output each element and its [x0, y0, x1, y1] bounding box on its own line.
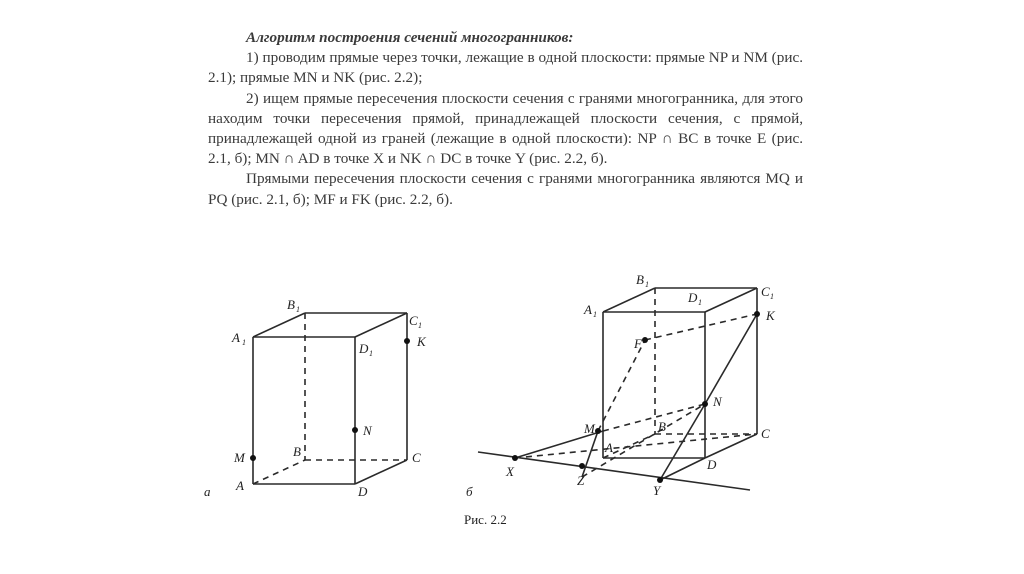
label-b-b1: B [636, 272, 644, 287]
label-b-f: F [634, 336, 642, 351]
step-1-paragraph: 1) проводим прямые через точки, лежащие в одной плоскости: прямые NP и NM (рис. 2.1); прямые MN и NK (рис. 2.2); [208, 49, 803, 87]
figure-caption: Рис. 2.2 [464, 512, 507, 527]
figure-a [253, 313, 407, 484]
figure-a-points [250, 338, 410, 461]
label-b-c: C [761, 426, 770, 441]
label-b-d: D [707, 457, 717, 472]
label-b-d1: D [688, 290, 698, 305]
figure-b-labels [466, 272, 776, 499]
label-c1: C [409, 313, 418, 328]
point-b-x [512, 455, 518, 461]
label-b-a: A [605, 440, 613, 455]
point-n [352, 427, 358, 433]
point-b-k [754, 311, 760, 317]
label-b-k: K [766, 308, 775, 323]
point-b-n [702, 401, 708, 407]
label-b-m: M [584, 421, 595, 436]
label-a1-sub: 1 [242, 338, 246, 347]
label-c1-sub: 1 [418, 321, 422, 330]
label-d1-sub: 1 [369, 349, 373, 358]
label-b1: B [287, 297, 295, 312]
label-b-c1: C [761, 284, 770, 299]
label-m: M [234, 450, 245, 465]
step-2-paragraph: 2) ищем прямые пересечения плоскости сечения с гранями многогранника, для этого находим точки пересечения прямой, принадлежащей плоскости сечения, с прямой, принадлежащей одной из граней (лежащие в одной плоскости): NP ∩ BC в точке E (рис. 2.1, б); MN ∩ AD в точке X и NK ∩ DC в точке Y (рис. 2.2, б). [208, 89, 803, 168]
conclusion-paragraph: Прямыми пересечения плоскости сечения с гранями многогранника являются MQ и PQ (рис. 2.1, б); MF и FK (рис. 2.2, б). [208, 170, 803, 208]
label-b-x: X [506, 464, 514, 479]
label-b1-sub: 1 [296, 305, 300, 314]
point-b-m [595, 428, 601, 434]
figure-a-labels [204, 297, 427, 499]
label-b-a1: A [584, 302, 592, 317]
label-d: D [358, 484, 368, 499]
label-b-b: B [658, 419, 666, 434]
label-k: K [417, 334, 426, 349]
label-a1: A [232, 330, 240, 345]
label-b-d1-sub: 1 [698, 298, 702, 307]
label-b-n: N [713, 394, 722, 409]
label-c: C [412, 450, 421, 465]
point-k [404, 338, 410, 344]
label-b-z: Z [577, 473, 585, 488]
point-b-f [642, 337, 648, 343]
algorithm-heading: Алгоритм построения сечений многогранников: [246, 29, 574, 46]
label-b-a1-sub: 1 [593, 310, 597, 319]
label-b: B [293, 444, 301, 459]
label-b-c1-sub: 1 [770, 292, 774, 301]
panel-label-a: а [204, 484, 211, 499]
label-n: N [363, 423, 372, 438]
point-b-z [579, 463, 585, 469]
label-a: A [236, 478, 244, 493]
panel-label-b: б [466, 484, 473, 499]
label-d1: D [359, 341, 369, 356]
label-b-b1-sub: 1 [645, 280, 649, 289]
label-b-y: Y [653, 483, 661, 498]
point-m [250, 455, 256, 461]
